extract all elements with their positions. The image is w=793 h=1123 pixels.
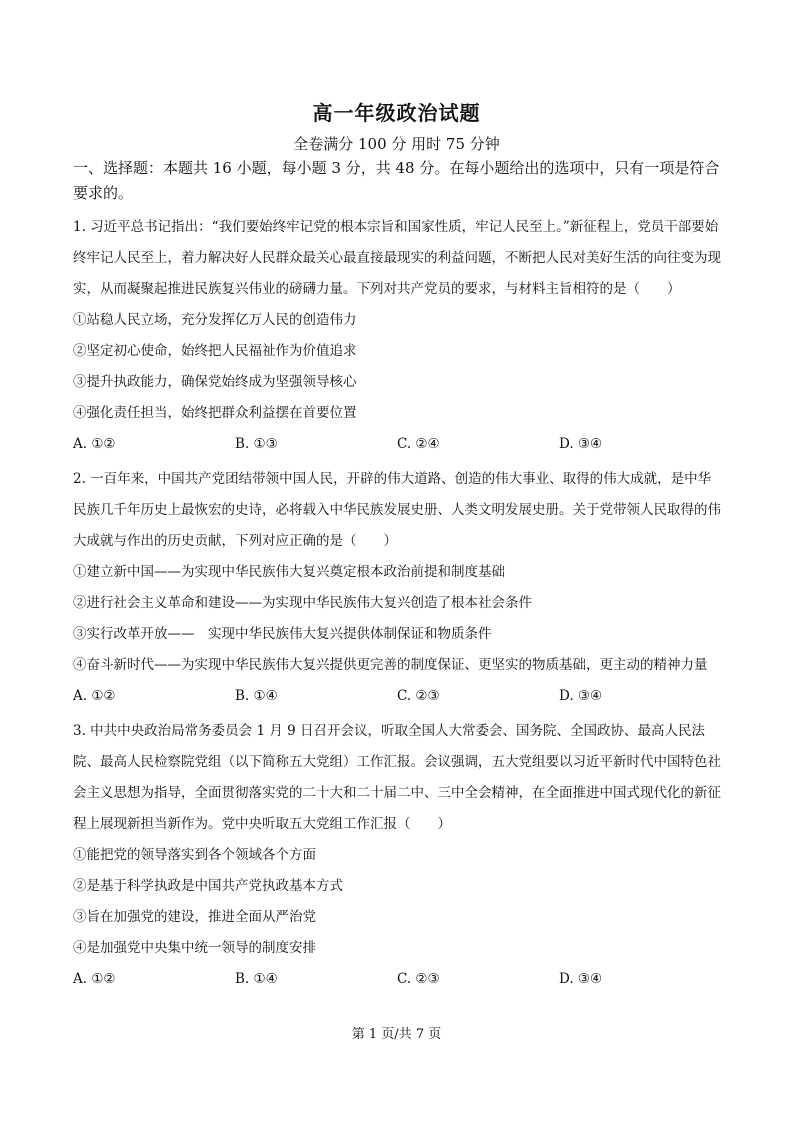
answer-choice-b: B. ①④ xyxy=(235,688,278,704)
statement-option: ①能把党的领导落实到各个领域各个方面 xyxy=(73,847,316,863)
statement-option: ①建立新中国——为实现中华民族伟大复兴奠定根本政治前提和制度基础 xyxy=(73,564,505,580)
answer-choice-a: A. ①② xyxy=(73,688,116,704)
answer-choices xyxy=(73,681,723,712)
question-stem: 2. 一百年来，中国共产党团结带领中国人民，开辟的伟大道路、创造的伟大事业、取得的伟大成就，是中华民族几千年历史上最恢宏的史诗，必将载入中华民族发展史册、人类文明发展史册。关于党带领人民取得的伟大成就与作出的历史贡献，下列对应正确的是（ ） xyxy=(73,471,721,549)
answer-choice-c: C. ②④ xyxy=(397,436,440,452)
page-subtitle: 全卷满分 100 分 用时 75 分钟 xyxy=(293,135,500,153)
answer-choice-c: C. ②③ xyxy=(397,688,440,704)
statement-option: ④是加强党中央集中统一领导的制度安排 xyxy=(73,940,316,956)
answer-choice-b: B. ①③ xyxy=(235,436,278,452)
statement-option: ③实行改革开放—— 实现中华民族伟大复兴提供体制保证和物质条件 xyxy=(73,626,492,642)
question-1 xyxy=(73,212,723,460)
answer-choice-b: B. ①④ xyxy=(235,971,278,987)
question-2 xyxy=(73,464,723,712)
statement-option: ③旨在加强党的建设，推进全面从严治党 xyxy=(73,909,316,925)
answer-choices xyxy=(73,964,723,995)
statement-option: ④奋斗新时代——为实现中华民族伟大复兴提供更完善的制度保证、更坚实的物质基础，更主动的精神力量 xyxy=(73,657,708,673)
statement-option: ③提升执政能力，确保党始终成为坚强领导核心 xyxy=(73,374,357,390)
answer-choice-c: C. ②③ xyxy=(397,971,440,987)
statement-option: ②进行社会主义革命和建设——为实现中华民族伟大复兴创造了根本社会条件 xyxy=(73,595,532,611)
answer-choice-d: D. ③④ xyxy=(559,688,603,704)
answer-choice-d: D. ③④ xyxy=(559,971,603,987)
answer-choices xyxy=(73,429,723,460)
answer-choice-d: D. ③④ xyxy=(559,436,603,452)
section-heading: 一、选择题：本题共 16 小题，每小题 3 分，共 48 分。在每小题给出的选项中，只有一项是符合要求的。 xyxy=(73,159,720,202)
question-stem: 3. 中共中央政治局常务委员会 1 月 9 日召开会议，听取全国人大常委会、国务院、全国政协、最高人民法院、最高人民检察院党组（以下简称五大党组）工作汇报。会议强调，五大党组要以习近平新时代中国特色社会主义思想为指导，全面贯彻落实党的二十大和二十届二中、三中全会精神，在全面推进中国式现代化的新征程上展现新担当新作为。党中央听取五大党组工作汇报（ ） xyxy=(73,723,721,832)
answer-choice-a: A. ①② xyxy=(73,436,116,452)
page-number: 第 1 页/共 7 页 xyxy=(351,1027,442,1042)
exam-content xyxy=(73,156,723,999)
page-title: 高一年级政治试题 xyxy=(312,101,481,125)
question-stem: 1. 习近平总书记指出：“我们要始终牢记党的根本宗旨和国家性质，牢记人民至上。”新征程上，党员干部要始终牢记人民至上，着力解决好人民群众最关心最直接最现实的利益问题，不断把人民对美好生活的向往变为现实，从而凝聚起推进民族复兴伟业的磅礴力量。下列对共产党员的要求，与材料主旨相符的是（ ） xyxy=(73,219,721,297)
statement-option: ②是基于科学执政是中国共产党执政基本方式 xyxy=(73,878,343,894)
answer-choice-a: A. ①② xyxy=(73,971,116,987)
question-3 xyxy=(73,716,723,995)
statement-option: ②坚定初心使命，始终把人民福祉作为价值追求 xyxy=(73,343,357,359)
statement-option: ④强化责任担当，始终把群众利益摆在首要位置 xyxy=(73,405,357,421)
statement-option: ①站稳人民立场，充分发挥亿万人民的创造伟力 xyxy=(73,312,357,328)
